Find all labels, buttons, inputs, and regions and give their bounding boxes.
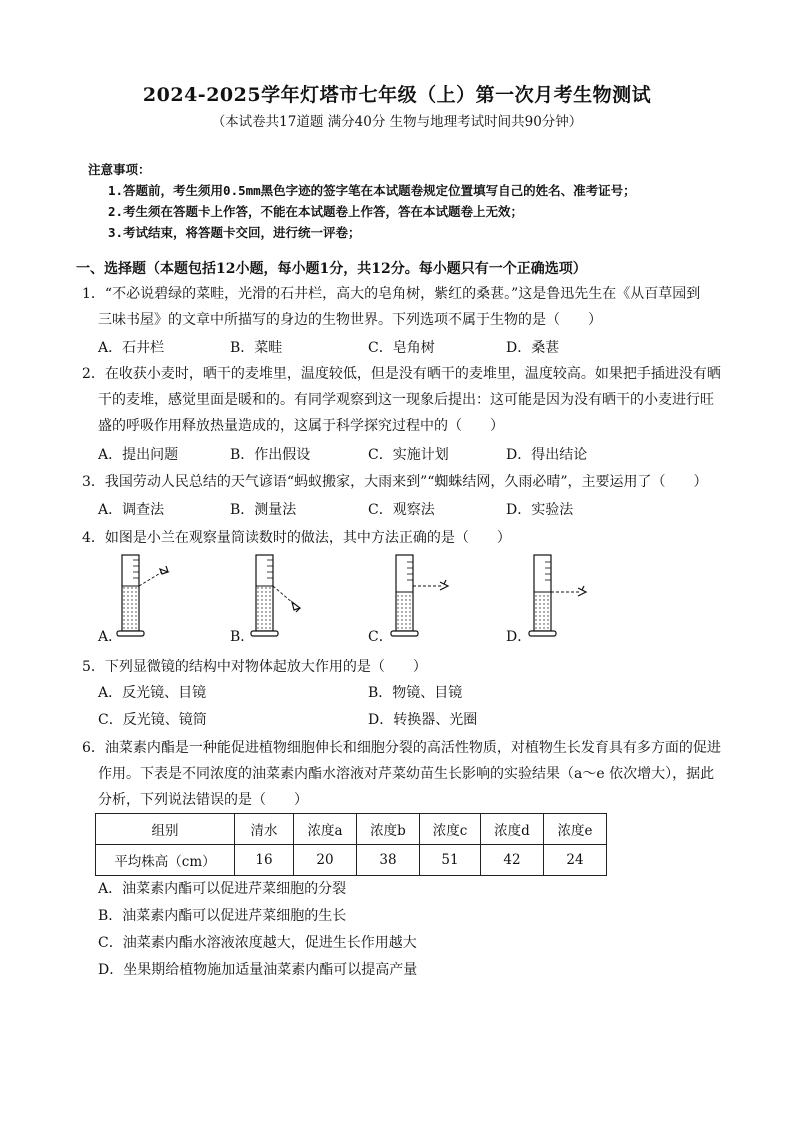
q6-option-b: B．油菜素内酯可以促进芹菜细胞的生长 xyxy=(98,908,347,924)
table-cell: 浓度d xyxy=(481,814,544,845)
q6-option-a: A．油菜素内酯可以促进芹菜细胞的分裂 xyxy=(98,881,347,897)
q2-option-d: D．得出结论 xyxy=(506,447,588,463)
q3-line-1: 3．我国劳动人民总结的天气谚语“蚂蚁搬家，大雨来到”“蜘蛛结网，久雨必晴”，主要运用了（ ） xyxy=(82,474,708,490)
table-cell: 浓度c xyxy=(420,814,481,845)
q5-option-d: D．转换器、光圈 xyxy=(368,712,478,728)
q1-option-c: C．皂角树 xyxy=(368,340,435,356)
q6-option-c: C．油菜素内酯水溶液浓度越大，促进生长作用越大 xyxy=(98,935,417,951)
q2-line-3: 盛的呼吸作用释放热量造成的，这属于科学探究过程中的（ ） xyxy=(98,418,504,434)
table-cell: 20 xyxy=(294,845,357,876)
cylinder-figure-c xyxy=(384,550,464,640)
q4-option-c: C． xyxy=(368,629,393,645)
notice-heading: 注意事项： xyxy=(88,162,151,177)
notice-item-2: 2.考生须在答题卡上作答，不能在本试题卷上作答，答在本试题卷上无效； xyxy=(108,204,524,219)
cylinder-figure-b xyxy=(244,550,319,640)
page-title: 2024-2025学年灯塔市七年级（上）第一次月考生物测试 xyxy=(142,84,652,106)
q2-option-a: A．提出问题 xyxy=(98,447,179,463)
q1-line-1: 1．“不必说碧绿的菜畦，光滑的石井栏，高大的皂角树，紫红的桑葚。”这是鲁迅先生在《从百草园到 xyxy=(82,286,701,302)
table-header-row xyxy=(96,814,607,845)
table-row xyxy=(96,845,607,876)
q6-line-1: 6．油菜素内酯是一种能促进植物细胞伸长和细胞分裂的高活性物质，对植物生长发育具有多方面的促进 xyxy=(82,740,721,756)
table-cell: 24 xyxy=(544,845,607,876)
q5-option-c: C．反光镜、镜筒 xyxy=(98,712,207,728)
q4-option-a: A． xyxy=(98,629,123,645)
q1-option-b: B．菜畦 xyxy=(230,340,283,356)
table-cell: 平均株高（cm） xyxy=(96,845,235,876)
table-cell: 浓度e xyxy=(544,814,607,845)
q3-option-c: C．观察法 xyxy=(368,502,435,518)
table-cell: 38 xyxy=(357,845,420,876)
notice-item-1: 1.答题前，考生须用0.5mm黑色字迹的签字笔在本试题卷规定位置填写自己的姓名、准考证号； xyxy=(108,183,636,198)
q6-line-2: 作用。下表是不同浓度的油菜素内酯水溶液对芹菜幼苗生长影响的实验结果（a～e 依次增大），据此 xyxy=(98,766,715,782)
q2-option-c: C．实施计划 xyxy=(368,447,449,463)
table-cell: 清水 xyxy=(235,814,294,845)
q5-option-b: B．物镜、目镜 xyxy=(368,685,463,701)
q4-line-1: 4．如图是小兰在观察量筒读数时的做法，其中方法正确的是（ ） xyxy=(82,530,511,546)
q2-line-2: 干的麦堆，感觉里面是暖和的。有同学观察到这一现象后提出：这可能是因为没有晒干的小麦进行旺 xyxy=(98,392,714,408)
q3-option-b: B．测量法 xyxy=(230,502,297,518)
q3-option-a: A．调查法 xyxy=(98,502,165,518)
q2-line-1: 2．在收获小麦时，晒干的麦堆里，温度较低，但是没有晒干的麦堆里，温度较高。如果把手插进没有晒 xyxy=(82,366,721,382)
q2-option-b: B．作出假设 xyxy=(230,447,311,463)
q3-option-d: D．实验法 xyxy=(506,502,574,518)
section-heading: 一、选择题（本题包括12小题，每小题1分，共12分。每小题只有一个正确选项） xyxy=(76,261,587,277)
table-cell: 浓度a xyxy=(294,814,357,845)
table-cell: 组别 xyxy=(96,814,235,845)
q6-line-3: 分析，下列说法错误的是（ ） xyxy=(98,792,308,808)
table-cell: 51 xyxy=(420,845,481,876)
cylinder-figure-d xyxy=(522,550,602,640)
table-cell: 42 xyxy=(481,845,544,876)
results-table xyxy=(95,813,607,876)
notice-item-3: 3.考试结束，将答题卡交回，进行统一评卷； xyxy=(108,225,361,240)
page-subtitle: （本试卷共17道题 满分40分 生物与地理考试时间共90分钟） xyxy=(211,114,583,130)
q1-option-d: D．桑葚 xyxy=(506,340,560,356)
table-cell: 浓度b xyxy=(357,814,420,845)
q5-line-1: 5．下列显微镜的结构中对物体起放大作用的是（ ） xyxy=(82,659,427,675)
q4-option-d: D． xyxy=(506,629,532,645)
table-cell: 16 xyxy=(235,845,294,876)
q1-option-a: A．石井栏 xyxy=(98,340,165,356)
q4-option-b: B． xyxy=(230,629,255,645)
q1-line-2: 三味书屋》的文章中所描写的身边的生物世界。下列选项不属于生物的是（ ） xyxy=(98,312,602,328)
q5-option-a: A．反光镜、目镜 xyxy=(98,685,207,701)
q6-option-d: D．坐果期给植物施加适量油菜素内酯可以提高产量 xyxy=(98,962,418,978)
